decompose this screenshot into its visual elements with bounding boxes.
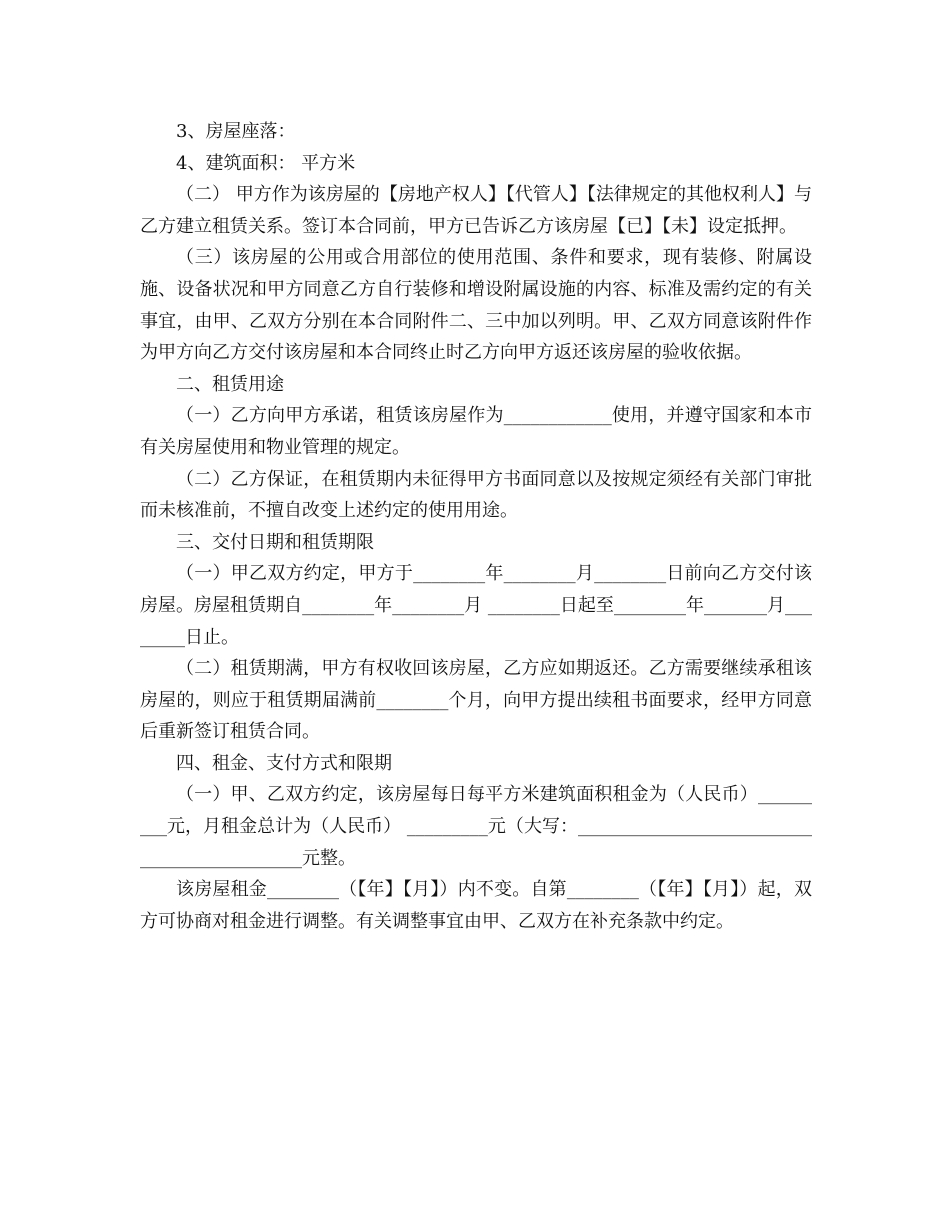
- paragraph-rent-amount: （一）甲、乙双方约定，该房屋每日每平方米建筑面积租金为（人民币）_________元，月租金总计为（人民币） _________元（大写：____________________________________________元整。: [140, 784, 812, 869]
- paragraph-usage-promise: （一）乙方向甲方承诺，租赁该房屋作为____________使用，并遵守国家和本市有关房屋使用和物业管理的规定。: [140, 405, 812, 458]
- section-heading-delivery-term: 三、交付日期和租赁期限: [176, 531, 374, 553]
- paragraph-area: 4、建筑面积： 平方米: [176, 152, 356, 174]
- paragraph-location: 3、房屋座落：: [176, 121, 296, 142]
- paragraph-delivery-date: （一）甲乙双方约定，甲方于________年________月________日前向乙方交付该房屋。房屋租赁期自________年________月 ________日起至________年_______月________日止。: [140, 563, 812, 648]
- paragraph-lease-expiry: （二）租赁期满，甲方有权收回该房屋，乙方应如期返还。乙方需要继续承租该房屋的，则应于租赁期届满前________个月，向甲方提出续租书面要求，经甲方同意后重新签订租赁合同。: [140, 658, 812, 743]
- paragraph-ownership: （二） 甲方作为该房屋的【房地产权人】【代管人】【法律规定的其他权利人】与乙方建立租赁关系。签订本合同前，甲方已告诉乙方该房屋【已】【未】设定抵押。: [140, 184, 812, 237]
- paragraph-common-areas: （三）该房屋的公用或合用部位的使用范围、条件和要求，现有装修、附属设施、设备状况和甲方同意乙方自行装修和增设附属设施的内容、标准及需约定的有关事宜，由甲、乙双方分别在本合同附件二、三中加以列明。甲、乙双方同意该附件作为甲方向乙方交付该房屋和本合同终止时乙方向甲方返还该房屋的验收依据。: [140, 247, 812, 364]
- paragraph-rent-adjustment: 该房屋租金________（【年】【月】）内不变。自第________（【年】【月】）起，双方可协商对租金进行调整。有关调整事宜由甲、乙双方在补充条款中约定。: [140, 879, 812, 932]
- section-heading-purpose: 二、租赁用途: [176, 373, 284, 395]
- section-heading-rent: 四、租金、支付方式和限期: [176, 752, 392, 774]
- document-body: [140, 116, 812, 937]
- paragraph-usage-guarantee: （二）乙方保证，在租赁期内未征得甲方书面同意以及按规定须经有关部门审批而未核准前，不擅自改变上述约定的使用用途。: [140, 468, 812, 522]
